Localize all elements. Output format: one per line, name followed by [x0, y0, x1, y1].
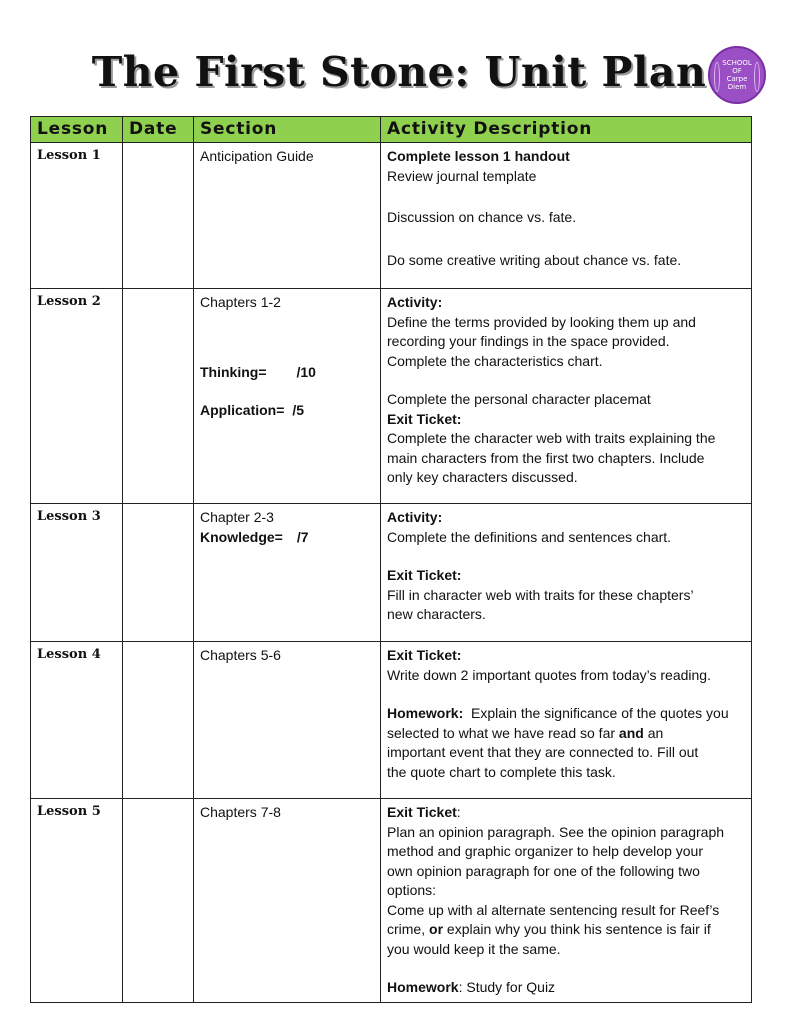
application-label: Application= — [200, 402, 285, 418]
thinking-value: /10 — [296, 363, 316, 380]
activity-line: Fill in character web with traits for these chapters’ — [387, 586, 694, 603]
section-title: Chapters 1-2 — [200, 294, 281, 310]
activity-line: Plan an opinion paragraph. See the opinion paragraph — [387, 823, 725, 840]
activity-line — [387, 704, 745, 724]
activity-line: recording your findings in the space provided. — [387, 333, 670, 349]
logo-text-of: OF — [732, 67, 742, 75]
activity-text: crime, — [387, 921, 426, 937]
thinking-score — [200, 363, 374, 383]
activity-line: options: — [387, 882, 437, 898]
laurel-left-icon — [714, 62, 720, 92]
table-row — [31, 289, 752, 504]
header-section: Section — [194, 117, 381, 143]
table-row — [31, 143, 752, 289]
emphasis-and: and — [618, 724, 644, 741]
table-row — [31, 504, 752, 642]
page-title: The First Stone: Unit Plan — [91, 48, 707, 96]
homework-label: Homework: — [387, 705, 464, 721]
exit-ticket-label: Exit Ticket — [387, 804, 457, 820]
activity-line: Complete the character web with traits explaining the — [387, 430, 716, 446]
activity-heading: Activity: — [387, 294, 443, 310]
activity-heading: Exit Ticket: — [387, 567, 462, 583]
activity-line — [387, 803, 745, 823]
activity-line: Define the terms provided by looking them up and — [387, 313, 696, 330]
section-title: Chapters 5-6 — [200, 647, 281, 663]
school-logo — [708, 46, 766, 104]
activity-line: important event that they are connected to. Fill out — [387, 744, 699, 760]
activity-text: an — [647, 724, 664, 741]
unit-plan-table — [30, 116, 752, 1003]
header-date: Date — [123, 117, 194, 143]
knowledge-label: Knowledge= — [200, 528, 283, 545]
activity-line: Complete the characteristics chart. — [387, 352, 603, 369]
activity-line: Review journal template — [387, 167, 537, 184]
activity-cell — [381, 504, 752, 642]
date-cell — [123, 504, 194, 642]
section-title: Anticipation Guide — [200, 148, 314, 164]
activity-line: Complete lesson 1 handout — [387, 148, 570, 164]
logo-text-carpe: Carpe — [726, 75, 748, 83]
lesson-name: Lesson 4 — [31, 642, 123, 799]
application-score — [200, 401, 374, 421]
activity-line: you would keep it the same. — [387, 940, 561, 957]
activity-line: method and graphic organizer to help develop your — [387, 843, 703, 859]
activity-line: only key characters discussed. — [387, 469, 578, 485]
lesson-name: Lesson 5 — [31, 799, 123, 1003]
knowledge-value: /7 — [296, 528, 309, 545]
date-cell — [123, 799, 194, 1003]
emphasis-or: or — [429, 921, 444, 937]
date-cell — [123, 289, 194, 504]
logo-text-diem: Diem — [727, 83, 747, 91]
date-cell — [123, 143, 194, 289]
activity-line: Come up with al alternate sentencing result for Reef’s — [387, 901, 720, 918]
section-cell — [194, 143, 381, 289]
section-cell — [194, 289, 381, 504]
activity-line: Do some creative writing about chance vs. fate. — [387, 251, 682, 268]
table-row — [31, 642, 752, 799]
activity-text: Explain the significance of the quotes you — [471, 705, 729, 721]
activity-text: selected to what we have read so far — [387, 724, 616, 741]
activity-line: Discussion on chance vs. fate. — [387, 209, 577, 225]
section-cell — [194, 504, 381, 642]
section-cell — [194, 642, 381, 799]
activity-line — [387, 724, 745, 744]
lesson-name: Lesson 3 — [31, 504, 123, 642]
laurel-right-icon — [754, 62, 760, 92]
activity-text: explain why you think his sentence is fair if — [446, 921, 711, 937]
header-lesson: Lesson — [31, 117, 123, 143]
activity-line: own opinion paragraph for one of the following two — [387, 862, 700, 879]
lesson-name: Lesson 2 — [31, 289, 123, 504]
date-cell — [123, 642, 194, 799]
section-cell — [194, 799, 381, 1003]
activity-line: Write down 2 important quotes from today’s reading. — [387, 666, 711, 683]
knowledge-score — [200, 528, 374, 548]
lesson-name: Lesson 1 — [31, 143, 123, 289]
activity-cell — [381, 799, 752, 1003]
activity-text: : — [456, 804, 461, 820]
activity-line: the quote chart to complete this task. — [387, 763, 616, 780]
activity-line: new characters. — [387, 606, 486, 622]
activity-heading: Exit Ticket: — [387, 647, 462, 663]
section-title: Chapters 7-8 — [200, 804, 281, 820]
section-title: Chapter 2-3 — [200, 509, 274, 525]
application-value: /5 — [292, 402, 305, 418]
activity-cell — [381, 143, 752, 289]
table-header-row — [31, 117, 752, 143]
activity-cell — [381, 642, 752, 799]
table-row — [31, 799, 752, 1003]
thinking-label: Thinking= — [200, 363, 267, 380]
logo-text-school: SCHOOL — [722, 59, 752, 67]
activity-text: : Study for Quiz — [458, 979, 556, 995]
homework-label: Homework — [387, 979, 459, 995]
activity-line: main characters from the first two chapters. Include — [387, 449, 705, 466]
activity-line: Complete the personal character placemat — [387, 391, 651, 407]
activity-line — [387, 920, 745, 940]
activity-heading: Exit Ticket: — [387, 410, 462, 427]
activity-cell — [381, 289, 752, 504]
activity-line — [387, 978, 745, 998]
activity-line: Complete the definitions and sentences chart. — [387, 528, 672, 545]
header-activity: Activity Description — [381, 117, 752, 143]
activity-heading: Activity: — [387, 509, 443, 525]
